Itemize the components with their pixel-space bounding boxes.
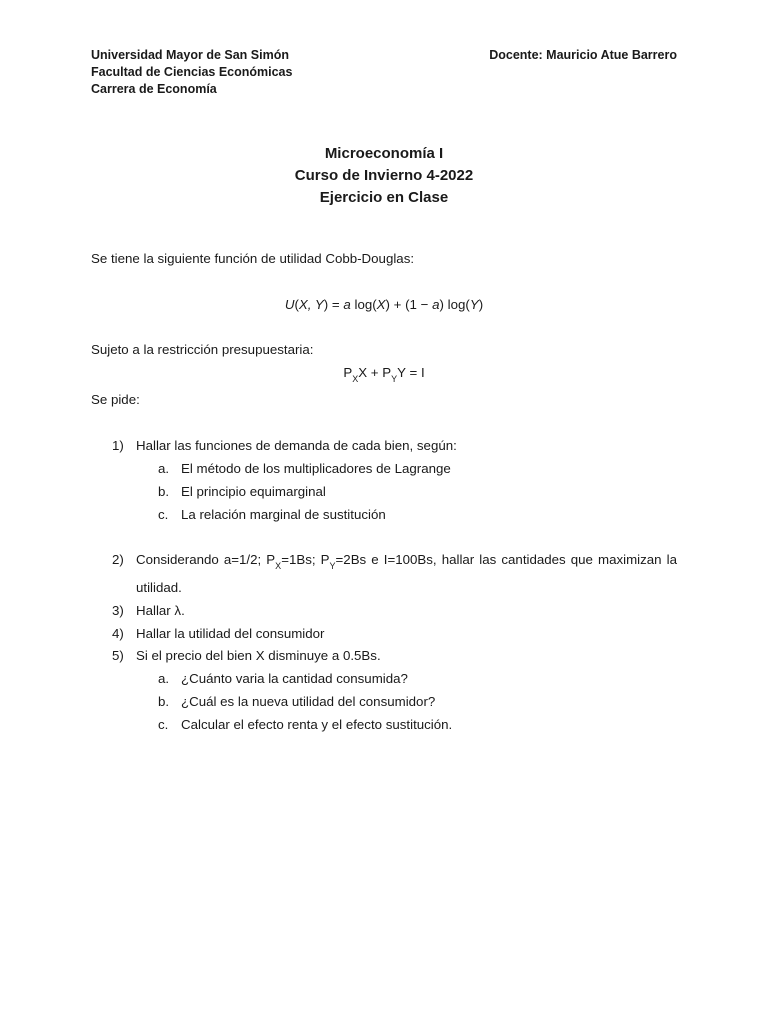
utility-args: X, Y — [298, 297, 324, 312]
course-subtitle: Curso de Invierno 4-2022 — [294, 167, 474, 184]
utility-part: ) = — [323, 297, 344, 312]
utility-Y: Y — [469, 297, 479, 312]
sub-item-text: El método de los multiplicadores de Lagrange — [181, 461, 451, 476]
university-name: Universidad Mayor de San Simón — [91, 48, 289, 62]
utility-part: ) — [478, 297, 484, 312]
utility-a: a — [343, 297, 351, 312]
exercise-title: Ejercicio en Clase — [319, 189, 449, 206]
constraint-subscript: X — [352, 374, 359, 384]
utility-X: X — [376, 297, 386, 312]
intro-text: Se tiene la siguiente función de utilidad Cobb-Douglas: — [91, 251, 415, 266]
sub-item-text: ¿Cuál es la nueva utilidad del consumidor? — [181, 694, 436, 709]
question-text: Si el precio del bien X disminuye a 0.5Bs. — [136, 648, 381, 663]
sub-item-text: El principio equimarginal — [181, 484, 326, 499]
faculty-name: Facultad de Ciencias Económicas — [91, 65, 293, 79]
teacher-name: Docente: Mauricio Atue Barrero — [489, 48, 677, 62]
utility-U: U — [284, 297, 295, 312]
utility-part: log( — [350, 297, 377, 312]
question-text-continued: utilidad. — [136, 580, 182, 595]
sub-item-letter: a. — [158, 671, 170, 686]
sub-item-letter: c. — [158, 717, 169, 732]
question-text — [136, 551, 677, 569]
question-text: Hallar las funciones de demanda de cada bien, según: — [136, 438, 457, 453]
q2-part: =2Bs e I=100Bs, hallar las cantidades que maximizan la — [335, 552, 678, 567]
career-name: Carrera de Economía — [91, 82, 217, 96]
q2-subscript: X — [275, 561, 282, 571]
question-number: 2) — [112, 552, 124, 567]
sub-item-letter: c. — [158, 507, 169, 522]
utility-part: ) log( — [439, 297, 470, 312]
utility-part: ( — [294, 297, 299, 312]
question-number: 1) — [112, 438, 124, 453]
q2-part: Considerando a=1/2; P — [136, 552, 276, 567]
sub-item-text: ¿Cuánto varia la cantidad consumida? — [181, 671, 408, 686]
course-title: Microeconomía I — [324, 145, 444, 162]
sub-item-letter: b. — [158, 484, 170, 499]
budget-constraint — [0, 364, 768, 382]
constraint-subscript: Y — [391, 374, 398, 384]
question-number: 5) — [112, 648, 124, 663]
q2-part: =1Bs; P — [281, 552, 330, 567]
se-pide-label: Se pide: — [91, 392, 140, 407]
q2-subscript: Y — [329, 561, 336, 571]
sub-item-text: La relación marginal de sustitución — [181, 507, 386, 522]
utility-part: ) + (1 − — [385, 297, 433, 312]
constraint-label: Sujeto a la restricción presupuestaria: — [91, 342, 314, 357]
constraint-part: P — [343, 365, 353, 380]
question-text: Hallar λ. — [136, 603, 185, 618]
utility-function — [0, 296, 768, 314]
constraint-part: X + P — [358, 365, 392, 380]
constraint-part: Y = I — [397, 365, 425, 380]
question-number: 4) — [112, 626, 124, 641]
question-number: 3) — [112, 603, 124, 618]
sub-item-letter: b. — [158, 694, 170, 709]
sub-item-text: Calcular el efecto renta y el efecto sustitución. — [181, 717, 453, 732]
question-text: Hallar la utilidad del consumidor — [136, 626, 325, 641]
sub-item-letter: a. — [158, 461, 170, 476]
utility-a: a — [432, 297, 440, 312]
